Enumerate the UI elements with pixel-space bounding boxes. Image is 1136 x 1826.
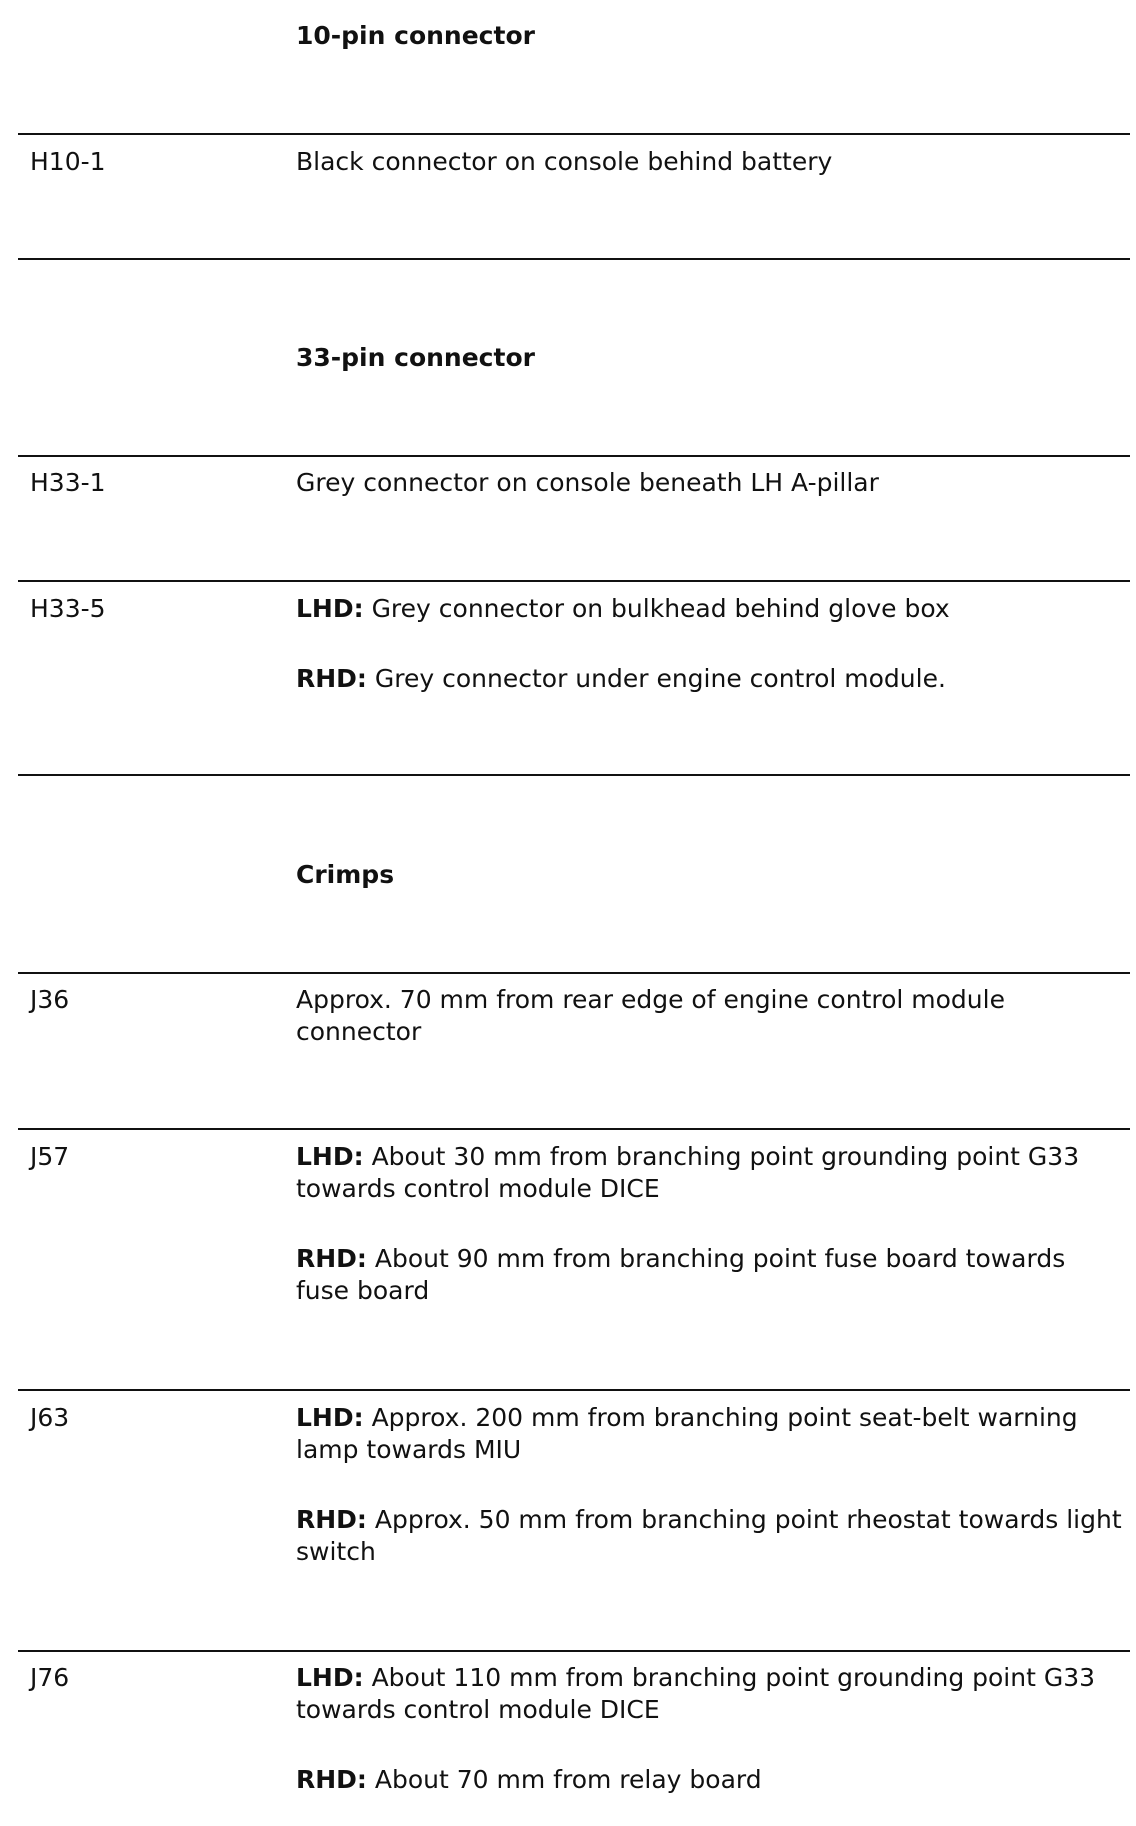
row-description-rhd: [296, 1243, 1126, 1307]
row-code: H33-1: [30, 468, 106, 497]
lhd-label: LHD:: [296, 594, 364, 623]
rhd-text: Approx. 50 mm from branching point rheostat towards light switch: [296, 1505, 1122, 1566]
rhd-text: Grey connector under engine control module.: [374, 664, 946, 693]
lhd-label: LHD:: [296, 1403, 364, 1432]
section-heading-33-pin: 33-pin connector: [296, 343, 535, 372]
row-code: H10-1: [30, 147, 106, 176]
divider: [18, 1650, 1130, 1652]
row-description-lhd: [296, 1662, 1126, 1726]
row-description-lhd: [296, 1141, 1126, 1205]
row-code: J57: [30, 1142, 70, 1171]
row-description-rhd: [296, 663, 1126, 695]
divider: [18, 133, 1130, 135]
row-description: Black connector on console behind battery: [296, 147, 833, 176]
row-description-lhd: [296, 1402, 1126, 1466]
lhd-text: Approx. 200 mm from branching point seat-belt warning lamp towards MIU: [296, 1403, 1078, 1464]
row-code: J63: [30, 1403, 70, 1432]
lhd-label: LHD:: [296, 1142, 364, 1171]
row-description: Approx. 70 mm from rear edge of engine control module connector: [296, 985, 1005, 1046]
divider: [18, 774, 1130, 776]
rhd-text: About 70 mm from relay board: [374, 1765, 762, 1794]
row-description: Grey connector on console beneath LH A-pillar: [296, 468, 879, 497]
rhd-label: RHD:: [296, 1244, 367, 1273]
lhd-text: About 30 mm from branching point grounding point G33 towards control module DICE: [296, 1142, 1080, 1203]
row-description-lhd: [296, 593, 1126, 625]
lhd-text: Grey connector on bulkhead behind glove box: [371, 594, 950, 623]
row-description-rhd: [296, 1764, 1126, 1796]
lhd-text: About 110 mm from branching point grounding point G33 towards control module DICE: [296, 1663, 1096, 1724]
section-heading-10-pin: 10-pin connector: [296, 21, 535, 50]
lhd-label: LHD:: [296, 1663, 364, 1692]
rhd-label: RHD:: [296, 1505, 367, 1534]
rhd-text: About 90 mm from branching point fuse board towards fuse board: [296, 1244, 1066, 1305]
rhd-label: RHD:: [296, 664, 367, 693]
row-code: J76: [30, 1663, 70, 1692]
section-heading-crimps: Crimps: [296, 860, 395, 889]
row-code: J36: [30, 985, 70, 1014]
divider: [18, 1389, 1130, 1391]
divider: [18, 972, 1130, 974]
divider: [18, 258, 1130, 260]
divider: [18, 1128, 1130, 1130]
divider: [18, 455, 1130, 457]
rhd-label: RHD:: [296, 1765, 367, 1794]
divider: [18, 580, 1130, 582]
row-code: H33-5: [30, 594, 106, 623]
row-description-rhd: [296, 1504, 1126, 1568]
